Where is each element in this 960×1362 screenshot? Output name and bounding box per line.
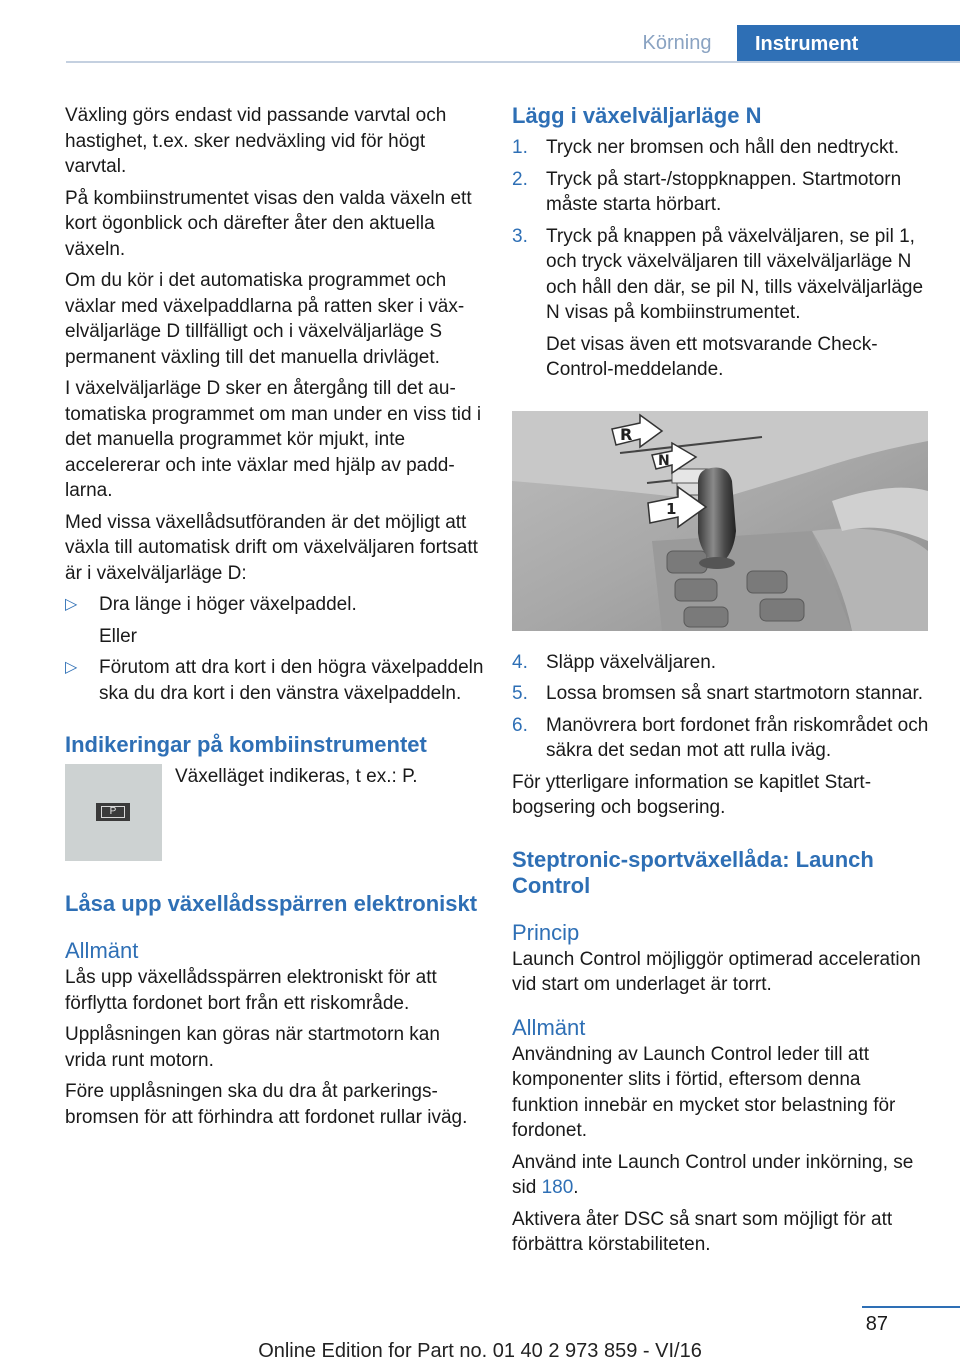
subsection-heading: Princip xyxy=(512,919,580,945)
paragraph: Med vissa växellådsutföranden är det möjligt att växla till automatisk drift om växelväljaren fortsatt är i växelväljarläge D: xyxy=(65,511,478,584)
indicator-text: Växelläget indikeras, t ex.: P. xyxy=(175,766,418,787)
step-text: Tryck på start-/stoppknappen. Startmotorn måste starta hörbart. xyxy=(546,168,902,215)
list-item xyxy=(512,713,932,764)
section-heading: Steptronic-sportväxellåda: Launch Control xyxy=(512,846,874,898)
list-item xyxy=(512,681,932,707)
step-number: 5. xyxy=(512,683,528,704)
list-item-continuation: Eller xyxy=(99,625,138,647)
step-number: 2. xyxy=(512,168,528,190)
text-span: . xyxy=(573,1177,579,1198)
gear-display-image xyxy=(65,764,162,861)
step-number: 4. xyxy=(512,651,528,673)
paragraph: Aktivera åter DSC så snart som möjligt för att förbättra körstabiliteten. xyxy=(512,1208,893,1255)
step-list xyxy=(512,135,932,383)
paragraph xyxy=(512,1150,932,1201)
gear-selector-photo xyxy=(512,411,928,631)
bullet-list xyxy=(65,592,485,706)
step-number: 1. xyxy=(512,137,528,158)
header-section-tab[interactable]: Körning xyxy=(642,31,712,54)
step-text: Släpp växelväljaren. xyxy=(546,651,717,673)
gear-indicator-icon xyxy=(96,803,130,821)
paragraph: På kombiinstrumentet visas den valda växeln ett kort ögonblick och därefter åter den aktuella växeln. xyxy=(65,187,472,260)
paragraph: Användning av Launch Control leder till att komponenter slits i förtid, eftersom denna funktion innebär en mycket stor belastning för fordonet. xyxy=(512,1043,896,1141)
text-span: Använd inte Launch Control under inkörning, se sid xyxy=(512,1151,914,1198)
section-heading: Lägg i växelväljarläge N xyxy=(512,103,762,128)
page-number: 87 xyxy=(865,1313,888,1335)
paragraph: Lås upp växellådsspärren elektroniskt för att förflytta fordonet bort från ett riskområde. xyxy=(65,967,437,1014)
paragraph: Om du kör i det automatiska programmet och växlar med växelpaddlarna på ratten sker i växelväljarläge D tillfälligt och i växelväljarläge S permanent växling till det manuella drivläget. xyxy=(65,270,465,368)
step-text: Manövrera bort fordonet från riskområdet och säkra det sedan mot att rulla iväg. xyxy=(546,714,929,761)
header-divider xyxy=(66,61,960,63)
list-item xyxy=(65,592,485,618)
list-item xyxy=(512,167,932,218)
page-header xyxy=(66,25,960,63)
step-text: Tryck ner bromsen och håll den nedtryckt. xyxy=(546,137,900,158)
arrow-n-label: N xyxy=(658,452,670,469)
step-number: 3. xyxy=(512,225,528,247)
step-list xyxy=(512,650,932,764)
arrow-1-label: 1 xyxy=(666,499,677,518)
paragraph: Före upplåsningen ska du dra åt parkeringsbromsen för att förhindra att fordonet rullar iväg. xyxy=(65,1081,468,1128)
gear-letter: P xyxy=(101,806,125,818)
indicator-row xyxy=(65,764,485,861)
list-item-text: Förutom att dra kort i den högra växelpaddeln ska du dra kort i den vänstra växelpaddeln. xyxy=(99,657,484,704)
list-item xyxy=(65,655,485,706)
subsection-heading: Allmänt xyxy=(512,1014,586,1040)
paragraph: I växelväljarläge D sker en återgång till det automatiska programmet om man under en viss tid i det manuella programmet kör mjukt, inte accelererar och inte växlar med hjälp av paddlarna. xyxy=(65,378,482,501)
paragraph: Launch Control möjliggör optimerad acceleration vid start om underlaget är torrt. xyxy=(512,948,921,995)
list-item xyxy=(512,224,932,326)
arrow-r-label: R xyxy=(620,424,633,444)
step-text: Lossa bromsen så snart startmotorn stannar. xyxy=(546,683,924,704)
list-item xyxy=(512,135,932,161)
step-continuation: Det visas även ett motsvarande Check-Control-meddelande. xyxy=(546,333,878,380)
paragraph: Upplåsningen kan göras när startmotorn kan vrida runt motorn. xyxy=(65,1024,440,1071)
list-item-text: Dra länge i höger växelpaddel. xyxy=(99,594,357,615)
edition-line: Online Edition for Part no. 01 40 2 973 859 - VI/16 xyxy=(258,1340,702,1362)
header-chapter-tab[interactable]: Instrument xyxy=(737,25,960,63)
step-number: 6. xyxy=(512,714,528,736)
paragraph: För ytterligare information se kapitlet Startbogsering och bogsering. xyxy=(512,771,872,818)
subsection-heading: Allmänt xyxy=(65,938,139,963)
left-column xyxy=(65,103,485,1136)
section-heading: Låsa upp växellådsspärren elektroniskt xyxy=(65,891,478,916)
right-column xyxy=(512,103,932,1264)
triangle-bullet-icon: ▷ xyxy=(65,659,78,676)
section-heading: Indikeringar på kombiinstrumentet xyxy=(65,732,427,757)
list-item xyxy=(512,650,932,676)
step-text: Tryck på knappen på växelväljaren, se pil 1, och tryck växelväljaren till växelväljarläge N och håll den där, se pil N, tills växelväljarläge N visas på kombiinstrumentet. xyxy=(546,225,924,323)
triangle-bullet-icon: ▷ xyxy=(65,596,78,613)
footer-divider xyxy=(862,1306,960,1308)
paragraph: Växling görs endast vid passande varvtal och hastighet, t.ex. sker nedväxling vid för högt varvtal. xyxy=(65,105,447,177)
page-reference-link[interactable]: 180 xyxy=(541,1177,574,1198)
